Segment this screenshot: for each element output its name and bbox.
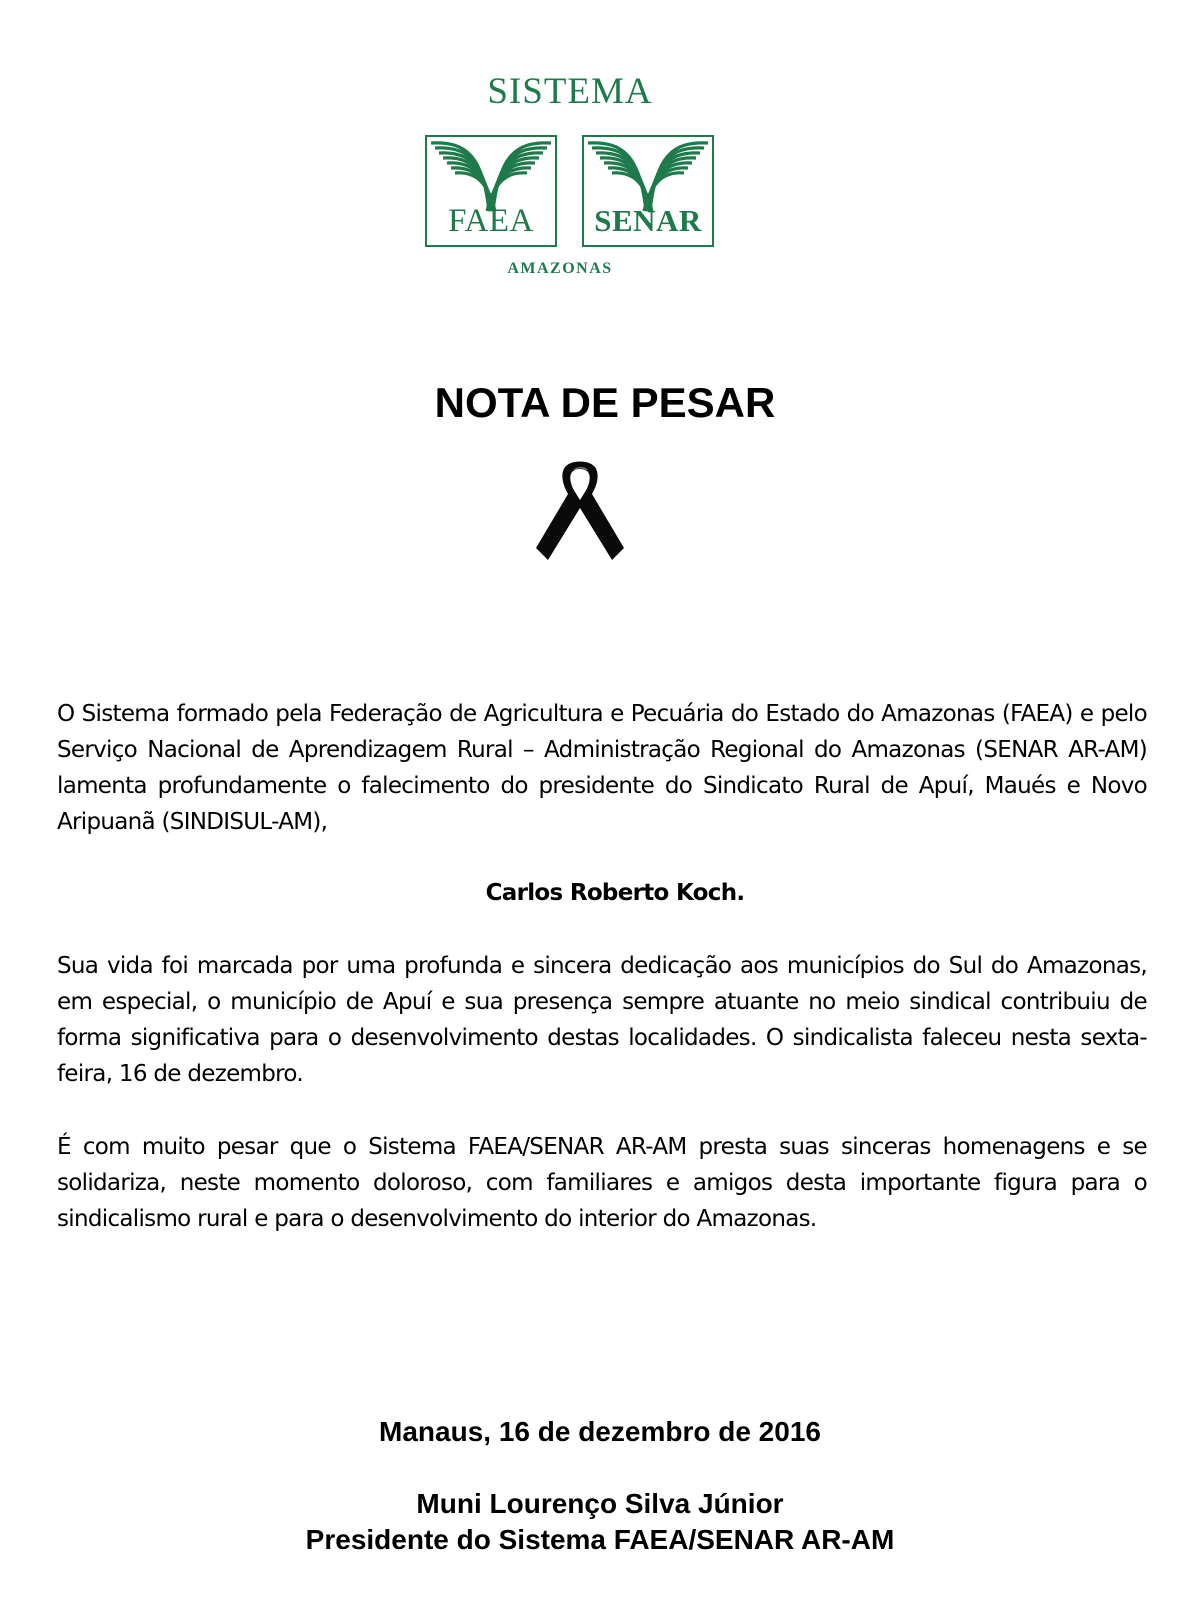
paragraph-tribute: Sua vida foi marcada por uma profunda e sincera dedicação aos municípios do Sul do Amazonas, em especial, o município de Apuí e sua presença sempre atuante no meio sindical contribuiu de forma significativa para o desenvolvimento destas localidades. O sindicalista faleceu nesta sexta-feira, 16 de dezembro.	[57, 953, 1147, 1087]
faea-senar-logo	[420, 70, 720, 285]
signature-name: Muni Lourenço Silva Júnior	[416, 1488, 784, 1519]
paragraph-intro: O Sistema formado pela Federação de Agricultura e Pecuária do Estado do Amazonas (FAEA) e pelo Serviço Nacional de Aprendizagem Rural – Administração Regional do Amazonas (SENAR AR-AM) lamenta profundamente o falecimento do presidente do Sindicato Rural de Apuí, Maués e Novo Aripuanã (SINDISUL-AM),	[57, 701, 1147, 835]
signature-place-date: Manaus, 16 de dezembro de 2016	[379, 1416, 821, 1447]
logo-faea-box	[425, 135, 557, 247]
signature-role: Presidente do Sistema FAEA/SENAR AR-AM	[305, 1524, 895, 1555]
logo-senar-text: SENAR	[594, 203, 702, 238]
page-title: NOTA DE PESAR	[434, 379, 776, 426]
logo-amazonas-text: AMAZONAS	[507, 260, 613, 277]
logo-senar-box	[582, 135, 714, 247]
logo-sistema-text: SISTEMA	[487, 71, 653, 112]
honoree-name: Carlos Roberto Koch.	[485, 880, 745, 906]
logo-faea-text: FAEA	[448, 203, 534, 239]
paragraph-condolences: É com muito pesar que o Sistema FAEA/SENAR AR-AM presta suas sinceras homenagens e se solidariza, neste momento doloroso, com familiares e amigos desta importante figura para o sindicalismo rural e para o desenvolvimento do interior do Amazonas.	[57, 1134, 1147, 1232]
mourning-ribbon-icon	[528, 458, 632, 570]
